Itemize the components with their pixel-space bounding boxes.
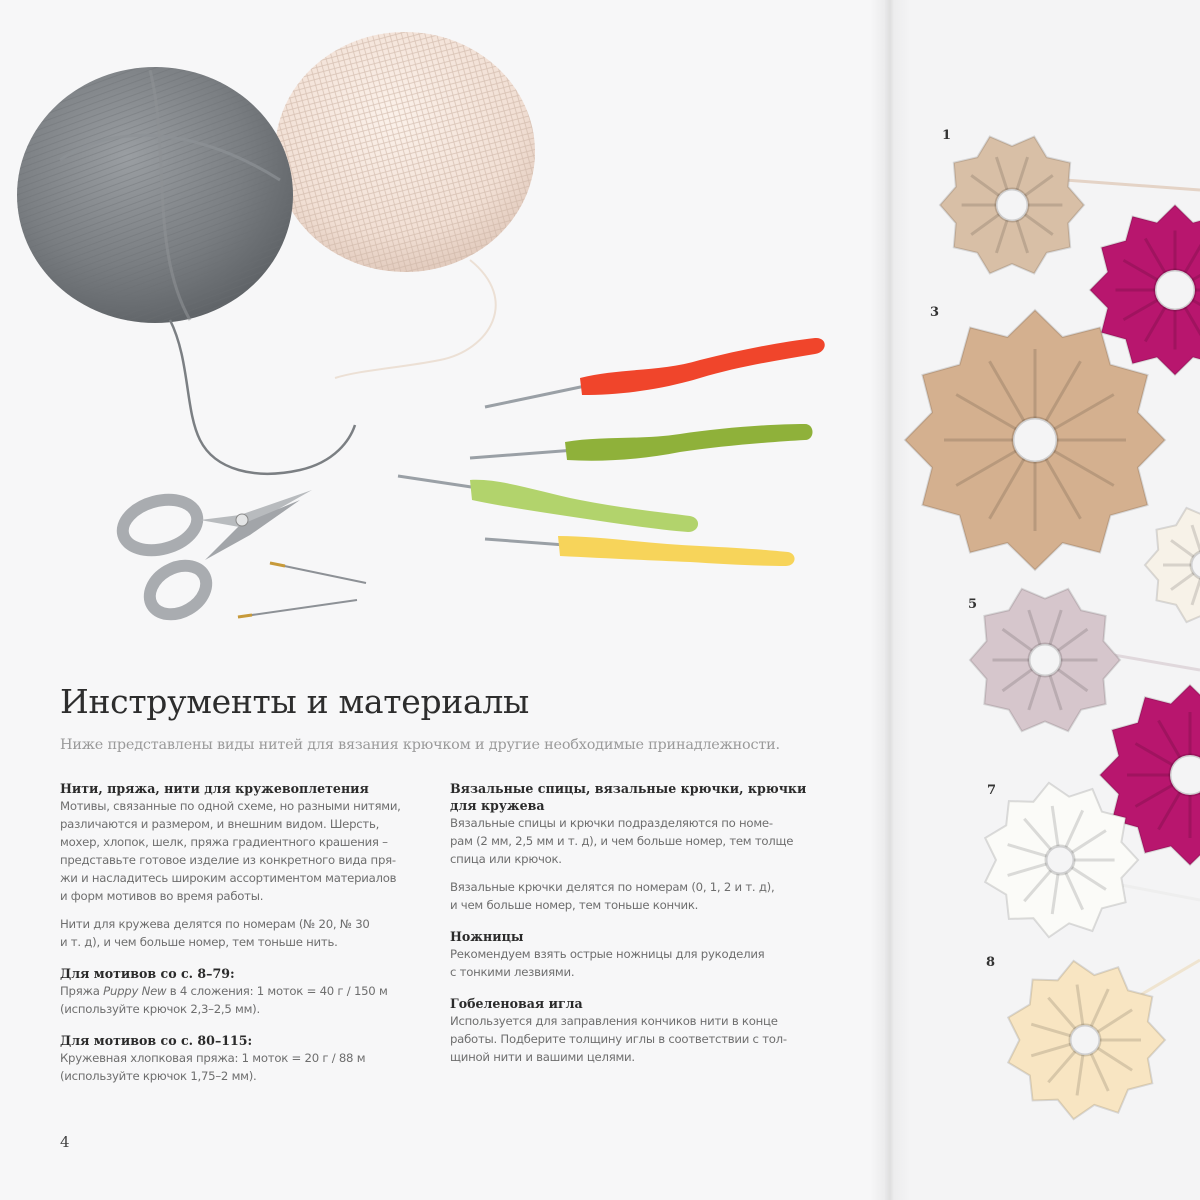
- paragraph-line: и чем больше номер, тем тоньше кончик.: [450, 898, 699, 912]
- paragraph-line: Мотивы, связанные по одной схеме, но разными нитями,: [60, 799, 401, 813]
- lime-hook: [398, 476, 698, 532]
- paragraph-line: работы. Подберите толщину иглы в соответствии с тол-: [450, 1032, 787, 1046]
- tapestry-needles: [238, 563, 366, 617]
- section-heading-motifs-80-115: Для мотивов со с. 80–115:: [60, 1033, 253, 1048]
- motif-8: [1008, 961, 1165, 1119]
- crochet-motifs: [885, 0, 1200, 1200]
- right-text-column: [450, 780, 830, 1066]
- paragraph-line: (используйте крючок 2,3–2,5 мм).: [60, 1002, 260, 1016]
- section-heading-hooks: Вязальные спицы, вязальные крючки, крючки: [450, 781, 807, 796]
- paragraph-line: Вязальные спицы и крючки подразделяются по номе-: [450, 816, 773, 830]
- section-heading-yarn: Нити, пряжа, нити для кружевоплетения: [60, 781, 369, 796]
- motif-1: [940, 137, 1084, 274]
- motif-label-8: 8: [986, 955, 996, 970]
- paragraph-line: щиной нити и вашими целями.: [450, 1050, 635, 1064]
- yarn-prefix: Пряжа: [60, 984, 104, 998]
- paragraph-line: с тонкими лезвиями.: [450, 965, 575, 979]
- paragraph-line: (используйте крючок 1,75–2 мм).: [60, 1069, 257, 1083]
- paragraph-line: Нити для кружева делятся по номерам (№ 20, № 30: [60, 917, 370, 931]
- cream-thread-ball: [275, 32, 535, 378]
- section-heading-needle: Гобеленовая игла: [450, 996, 583, 1011]
- yarn-suffix: в 4 сложения: 1 моток = 40 г / 150 м: [166, 984, 388, 998]
- paragraph-line: мохер, хлопок, шелк, пряжа градиентного крашения –: [60, 835, 388, 849]
- paragraph-line: различаются и размером, и внешним видом. Шерсть,: [60, 817, 380, 831]
- page-subtitle: Ниже представлены виды нитей для вязания крючком и другие необходимые принадлежности.: [60, 737, 780, 753]
- scissors: [117, 490, 312, 624]
- motif-partial-cream: [1145, 508, 1200, 622]
- paragraph-line: Вязальные крючки делятся по номерам (0, 1, 2 и т. д),: [450, 880, 775, 894]
- left-text-column: [60, 780, 420, 1085]
- yarn-brand: Puppy New: [103, 984, 167, 998]
- page-number: 4: [60, 1133, 70, 1151]
- paragraph-line: рам (2 мм, 2,5 мм и т. д), и чем больше номер, тем толще: [450, 834, 794, 848]
- page-title: Инструменты и материалы: [60, 682, 529, 721]
- paragraph-line: и форм мотивов во время работы.: [60, 889, 264, 903]
- paragraph-line: Используется для заправления кончиков нити в конце: [450, 1014, 778, 1028]
- section-heading-hooks-cont: для кружева: [450, 798, 545, 813]
- motif-5: [970, 589, 1120, 732]
- red-hook: [485, 338, 825, 407]
- paragraph-line: спица или крючок.: [450, 852, 562, 866]
- section-heading-motifs-8-79: Для мотивов со с. 8–79:: [60, 966, 235, 981]
- yellow-hook: [485, 536, 795, 566]
- tools-photo: [0, 0, 880, 660]
- motif-label-7: 7: [987, 783, 997, 798]
- paragraph-line: Рекомендуем взять острые ножницы для рукоделия: [450, 947, 765, 961]
- motif-label-1: 1: [942, 128, 952, 143]
- motif-label-3: 3: [930, 305, 940, 320]
- section-heading-scissors: Ножницы: [450, 929, 524, 944]
- paragraph-line: представьте готовое изделие из конкретного вида пря-: [60, 853, 396, 867]
- motif-3: [905, 310, 1165, 570]
- paragraph-line: [60, 982, 420, 1000]
- paragraph-line: Кружевная хлопковая пряжа: 1 моток = 20 г / 88 м: [60, 1051, 366, 1065]
- olive-hook: [470, 424, 813, 461]
- paragraph-line: жи и насладитесь широким ассортиментом материалов: [60, 871, 397, 885]
- crochet-hooks: [398, 338, 825, 566]
- motif-label-5: 5: [968, 597, 978, 612]
- paragraph-line: и т. д), и чем больше номер, тем тоньше нить.: [60, 935, 338, 949]
